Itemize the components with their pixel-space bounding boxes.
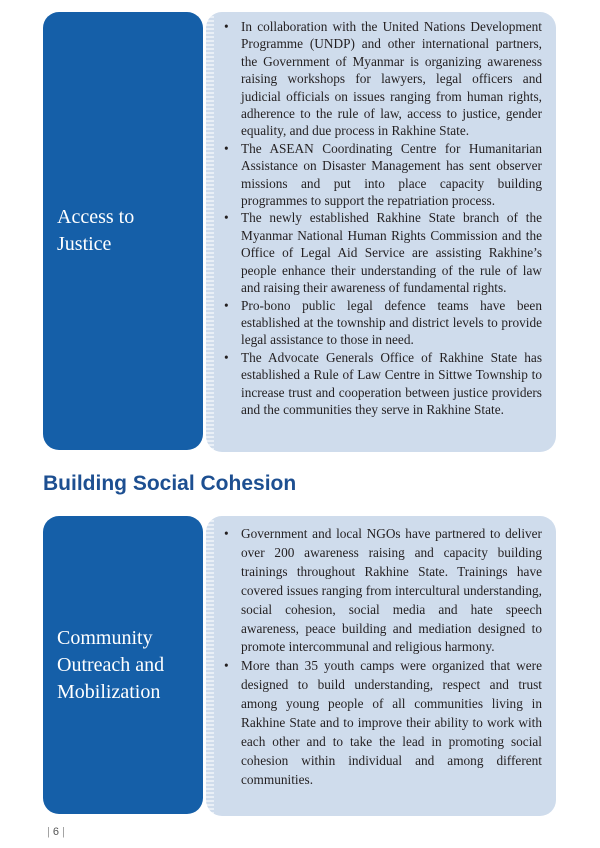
list-item: • The ASEAN Coordinating Centre for Humanitarian Assistance on Disaster Management has sent observer missions and put into place capacity building programmes to support the repatriation process. [224, 140, 542, 210]
access-to-justice-label: Access to Justice [57, 206, 135, 255]
list-item: • Pro-bono public legal defence teams have been established at the township and district levels to provide legal assistance to those in need. [224, 297, 542, 349]
section-heading: Building Social Cohesion [43, 472, 297, 495]
community-outreach-label: Community Outreach and Mobilization [57, 626, 165, 703]
list-item: • More than 35 youth camps were organized that were designed to build understanding, respect and trust among young people of all communities living in Rakhine State and to improve their ability to work with each other and to take the lead in promoting social cohesion within individual and among different communities. [224, 657, 542, 789]
community-outreach-bullets [224, 525, 542, 790]
access-to-justice-bullets [224, 18, 542, 418]
list-item: • In collaboration with the United Nations Development Programme (UNDP) and other international partners, the Government of Myanmar is organizing awareness raising workshops for lawyers, legal officers and judicial officials on issues ranging from human rights, adherence to the rule of law, access to justice, gender equality, and due process in Rakhine State. [224, 18, 542, 140]
list-item: • The Advocate Generals Office of Rakhine State has established a Rule of Law Centre in Sittwe Township to increase trust and cooperation between justice providers and the communities they serve in Rakhine State. [224, 349, 542, 419]
page-number-divider-left: | [47, 826, 50, 838]
community-outreach-label-box [43, 516, 203, 814]
list-item: • The newly established Rakhine State branch of the Myanmar National Human Rights Commission and the Office of Legal Aid Service are assisting Rakhine’s people enhance their understanding of the rule of law and raising their awareness of fundamental rights. [224, 209, 542, 296]
page-number-divider-right: | [61, 826, 65, 838]
page-number [44, 826, 68, 838]
access-to-justice-label-box [43, 12, 203, 450]
page-number-value: 6 [52, 826, 59, 838]
list-item: • Government and local NGOs have partnered to deliver over 200 awareness raising and capacity building trainings throughout Rakhine State. Trainings have covered issues ranging from intercultural understanding, social cohesion, social media and hate speech awareness, peace building and mediation designed to promote intercommunal and religious harmony. [224, 525, 542, 657]
